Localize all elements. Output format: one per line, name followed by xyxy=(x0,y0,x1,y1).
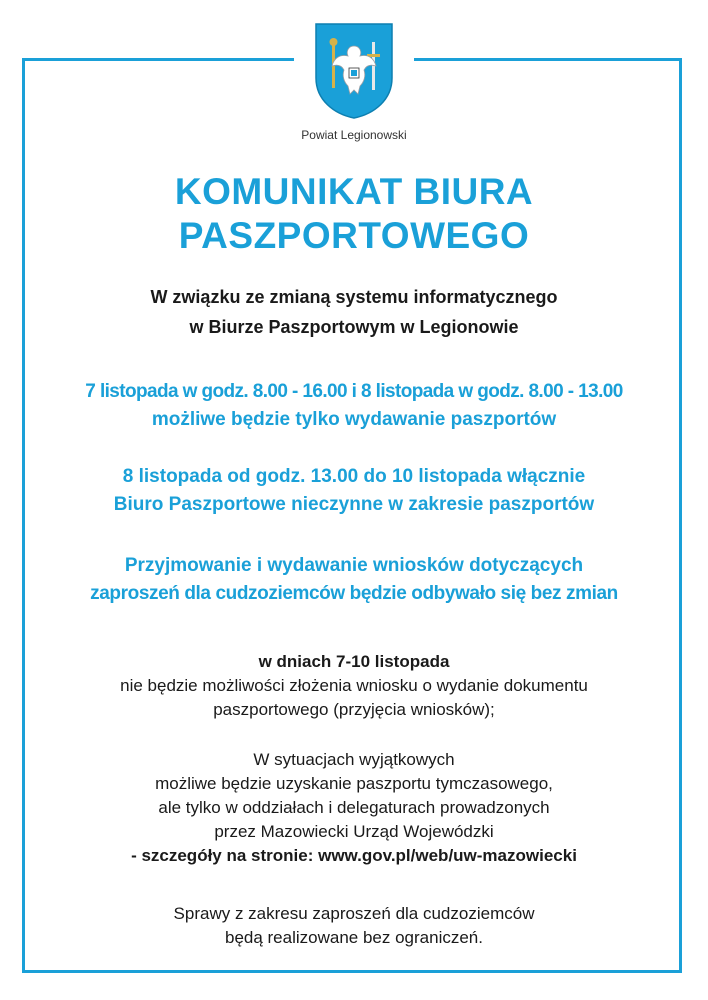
info-no-applications xyxy=(0,650,708,722)
info-line: możliwe będzie uzyskanie paszportu tymczasowego, xyxy=(155,774,553,793)
notice-line: 7 listopada w godz. 8.00 - 16.00 i 8 listopada w godz. 8.00 - 13.00 xyxy=(85,381,623,402)
intro-text xyxy=(0,282,708,342)
notice-line: 8 listopada od godz. 13.00 do 10 listopada włącznie xyxy=(122,466,586,487)
notice-line: Biuro Paszportowe nieczynne w zakresie paszportów xyxy=(113,494,595,515)
page-title xyxy=(0,170,708,258)
county-name: Powiat Legionowski xyxy=(301,128,407,142)
info-line: przez Mazowiecki Urząd Wojewódzki xyxy=(214,822,494,841)
info-line: w dniach 7-10 listopada xyxy=(258,652,450,671)
info-line: paszportowego (przyjęcia wniosków); xyxy=(213,700,495,719)
website-link[interactable]: - szczegóły na stronie: www.gov.pl/web/uw-mazowiecki xyxy=(131,846,577,865)
info-line: ale tylko w oddziałach i delegaturach prowadzonych xyxy=(158,798,550,817)
intro-line: W związku ze zmianą systemu informatycznego xyxy=(150,287,558,307)
notice-invitations xyxy=(0,552,708,608)
notice-line: zaproszeń dla cudzoziemców będzie odbywało się bez zmian xyxy=(90,583,618,604)
title-line: KOMUNIKAT BIURA xyxy=(174,171,534,212)
eagle-coat-of-arms-icon xyxy=(312,20,396,120)
info-line: W sytuacjach wyjątkowych xyxy=(253,750,455,769)
notice-hours xyxy=(0,378,708,434)
info-invitations xyxy=(0,902,708,950)
info-line: Sprawy z zakresu zaproszeń dla cudzoziemców xyxy=(173,904,535,923)
notice-line: Przyjmowanie i wydawanie wniosków dotyczących xyxy=(124,555,584,576)
notice-closed xyxy=(0,463,708,519)
crest-area xyxy=(294,20,414,132)
title-line: PASZPORTOWEGO xyxy=(178,215,530,256)
info-line: nie będzie możliwości złożenia wniosku o wydanie dokumentu xyxy=(120,676,588,695)
notice-line: możliwe będzie tylko wydawanie paszportów xyxy=(151,409,557,430)
info-temporary-passport xyxy=(0,748,708,868)
intro-line: w Biurze Paszportowym w Legionowie xyxy=(189,317,519,337)
info-line: będą realizowane bez ograniczeń. xyxy=(224,928,483,947)
